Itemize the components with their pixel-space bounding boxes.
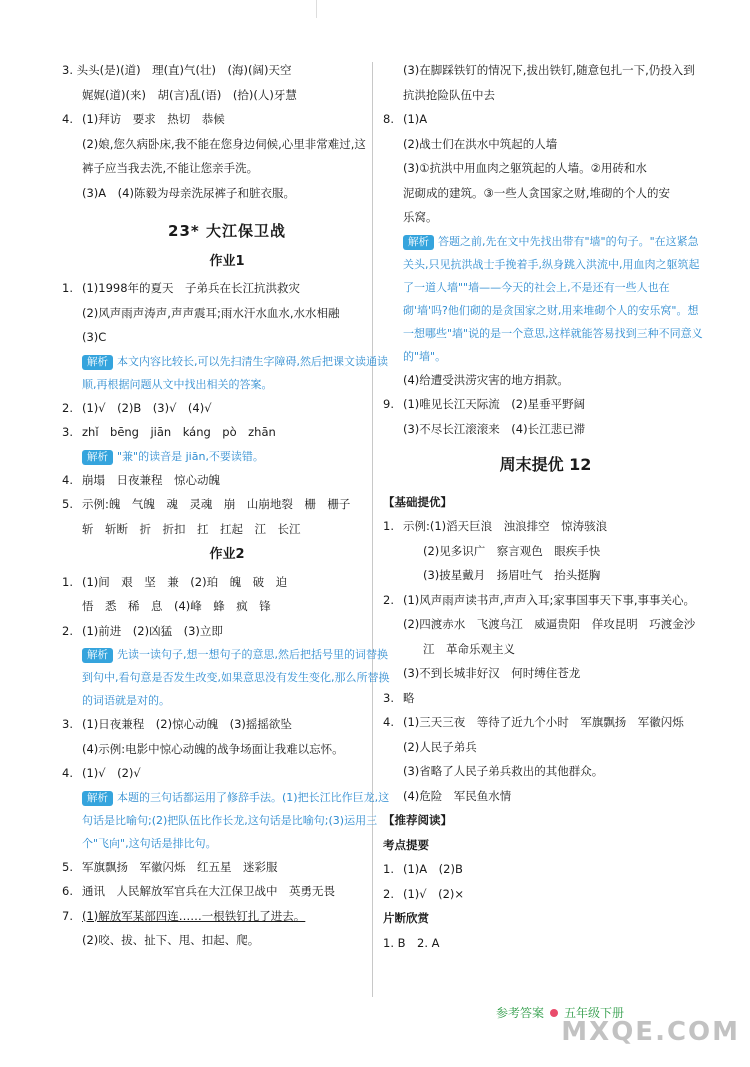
hw2-q1b: 悟 悉 稀 息 (4)峰 蜂 疯 锋 [82, 599, 271, 613]
hw2-q4: 4. (1)√ (2)√ [62, 766, 141, 780]
analysis-note-2: 解析 "兼"的读音是 jiān,不要读错。 [62, 445, 392, 468]
answer-q4-2b: 裤子应当我去洗,不能让您亲手洗。 [82, 161, 259, 175]
answer-q4-2a: (2)娘,您久病卧床,我不能在您身边伺候,心里非常难过,这 [82, 136, 366, 151]
hw2-q6: 6. 通讯 人民解放军官兵在大江保卫战中 英勇无畏 [62, 884, 335, 898]
hw1-q5b: 斩 斩断 折 折扣 扛 扛起 江 长江 [82, 521, 301, 536]
b3: 3. 略 [383, 690, 415, 705]
footer-answer-label: 参考答案 [496, 1006, 545, 1020]
hw1-q1c: (3)C [82, 330, 107, 344]
hw1-q1: 1. (1)1998年的夏天 子弟兵在长江抗洪救灾 [62, 281, 301, 295]
q8-2: (2)战士们在洪水中筑起的人墙 [403, 136, 558, 151]
left-column [62, 58, 392, 953]
hw1-q1b: (2)风声雨声涛声,声声震耳;雨水汗水血水,水水相融 [82, 305, 340, 320]
homework-1-title: 作业1 [209, 253, 245, 269]
hw2-q3: 3. (1)日夜兼程 (2)惊心动魄 (3)摇摇欲坠 [62, 717, 292, 731]
answer-q3-line1: 3. 头头(是)(道) 理(直)气(壮) (海)(阔)天空 [62, 63, 292, 77]
answer-q4-3: (3)A (4)陈毅为母亲洗尿裤子和脏衣服。 [82, 185, 295, 200]
b2-2a: (2)四渡赤水 飞渡乌江 威逼贵阳 佯攻昆明 巧渡金沙 [403, 617, 696, 631]
k2: 2. (1)√ (2)× [383, 886, 465, 901]
section-basic: 【基础提优】 [383, 494, 452, 509]
hw2-q1: 1. (1)间 艰 坚 兼 (2)珀 魄 破 迫 [62, 574, 288, 589]
k1: 1. (1)A (2)B [383, 862, 463, 876]
analysis-note-3: 解析 先读一读句子,想一想句子的意思,然后把括号里的词替换到句中,看句意是否发生改变,如果意思没有发生变化,那么所替换的词语就是对的。 [82, 648, 390, 707]
b1-3: (3)披星戴月 扬眉吐气 抬头挺胸 [423, 568, 601, 582]
analysis-note-4: 解析 本题的三句话都运用了修辞手法。(1)把长江比作巨龙,这句话是比喻句;(2)把队伍比作长龙,这句话是比喻句;(3)运用三个"飞向",这句话是排比句。 [82, 790, 390, 850]
weekly-title: 周末提优 12 [499, 455, 592, 474]
page-top-mark [316, 0, 317, 18]
analysis-badge: 解析 [82, 791, 113, 806]
q8-4: (4)给遭受洪涝灾害的地方捐款。 [403, 372, 569, 387]
analysis-badge: 解析 [82, 355, 113, 370]
b4-2: (2)人民子弟兵 [403, 739, 477, 754]
hw2-q2: 2. (1)前进 (2)凶猛 (3)立即 [62, 623, 223, 638]
q8-1: 8. (1)A [383, 112, 428, 126]
footer-dot-icon [550, 1009, 558, 1017]
q8-3b: 泥砌成的建筑。③一些人贪国家之财,堆砌的个人的安 [403, 185, 670, 200]
right-column [383, 58, 708, 955]
analysis-note-5: 解析 答题之前,先在文中先找出带有"墙"的句子。"在这紧急关头,只见抗洪战士手挽着手,纵身跳入洪流中,用血肉之躯筑起了一道人墙""墙——今天的社会上,不是还有一些人也在砌'墙'吗?他们砌的是贪国家之财,用来堆砌个人的安乐窝"。想一想哪些"墙"说的是一个意思,这样就能答易找到三种不同意义的"墙"。 [403, 234, 703, 363]
r-top-line2: 抗洪抢险队伍中去 [403, 87, 495, 102]
answer-q4: 4. (1)拜访 要求 热切 恭候 [62, 112, 225, 126]
b1-1: 1. 示例:(1)滔天巨浪 浊浪排空 惊涛骇浪 [383, 519, 608, 533]
b2-3: (3)不到长城非好汉 何时缚住苍龙 [403, 666, 581, 680]
hw1-q4: 4. 崩塌 日夜兼程 惊心动魄 [62, 472, 220, 487]
b4-4: (4)危险 军民鱼水情 [403, 788, 512, 803]
hw1-q3: 3. zhǐ bēng jiān káng pò zhān [62, 425, 276, 439]
q8-3a: (3)①抗洪中用血肉之躯筑起的人墙。②用砖和水 [403, 161, 647, 175]
r-top-line1: (3)在脚踩铁钉的情况下,拔出铁钉,随意包扎一下,仍投入到 [403, 63, 695, 77]
p1: 1. B 2. A [383, 935, 440, 950]
analysis-note-1: 解析 本文内容比较长,可以先扫清生字障碍,然后把课文读通读顺,再根据问题从文中找出相关的答案。 [82, 354, 388, 391]
lesson-title: 23* 大江保卫战 [168, 222, 286, 240]
hw2-q5: 5. 军旗飘扬 军徽闪烁 红五星 迷彩服 [62, 859, 278, 874]
q8-3c: 乐窝。 [403, 210, 438, 224]
b1-2: (2)见多识广 察言观色 眼疾手快 [423, 543, 601, 558]
hw1-q5: 5. 示例:魄 气魄 魂 灵魂 崩 山崩地裂 栅 栅子 [62, 497, 351, 511]
footer-grade-label: 五年级下册 [564, 1006, 625, 1020]
hw2-q3b: (4)示例:电影中惊心动魄的战争场面让我难以忘怀。 [82, 741, 344, 756]
hw2-q7b: (2)咬、拔、扯下、甩、扣起、爬。 [82, 933, 260, 947]
q9-a: 9. (1)唯见长江天际流 (2)星垂平野阔 [383, 397, 586, 411]
hw1-q2: 2. (1)√ (2)B (3)√ (4)√ [62, 400, 212, 415]
answer-q3-line2: 娓娓(道)(来) 胡(言)乱(语) (拾)(人)牙慧 [82, 87, 297, 102]
b2-2b: 江 革命乐观主义 [423, 641, 515, 656]
b2-1: 2. (1)风声雨声读书声,声声入耳;家事国事天下事,事事关心。 [383, 592, 695, 607]
hw2-q7: 7. (1)解放军某部四连……一根铁钉扎了进去。 [62, 908, 306, 923]
q9-b: (3)不尽长江滚滚来 (4)长江悲已滞 [403, 421, 586, 436]
sub-key-points: 考点提要 [383, 837, 429, 852]
sub-excerpt: 片断欣赏 [383, 911, 429, 925]
analysis-badge: 解析 [82, 648, 113, 663]
analysis-badge: 解析 [82, 450, 113, 465]
b4-3: (3)省略了人民子弟兵救出的其他群众。 [403, 764, 604, 778]
homework-2-title: 作业2 [209, 547, 245, 562]
section-reading: 【推荐阅读】 [383, 813, 452, 827]
b4-1: 4. (1)三天三夜 等待了近九个小时 军旗飘扬 军徽闪烁 [383, 715, 684, 729]
site-watermark: MXQE.COM [561, 1017, 740, 1047]
analysis-badge: 解析 [403, 235, 434, 250]
